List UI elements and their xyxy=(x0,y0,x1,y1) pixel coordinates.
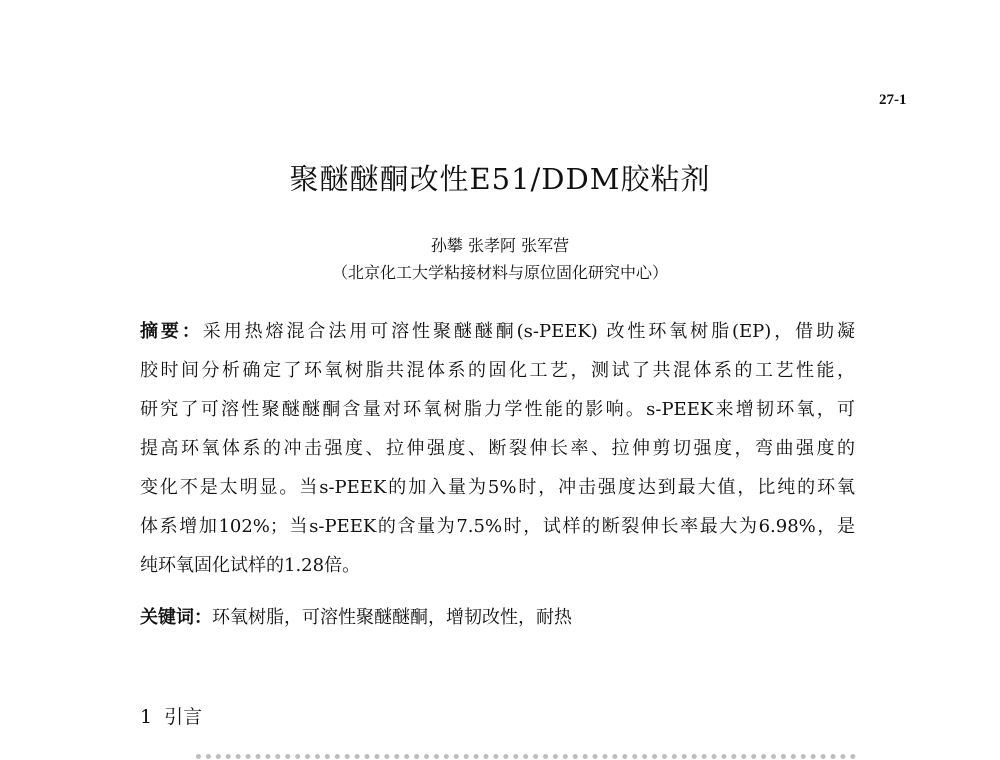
paper-title: 聚醚醚酮改性E51/DDM胶粘剂 xyxy=(289,162,711,196)
abstract-line: 纯环氧固化试样的1.28倍。 xyxy=(140,555,361,576)
abstract xyxy=(140,312,855,585)
page-number: 27-1 xyxy=(879,92,907,108)
abstract-line: 体系增加102%；当s-PEEK的含量为7.5%时，试样的断裂伸长率最大为6.98%，是 xyxy=(140,516,855,537)
abstract-line: 变化不是太明显。当s-PEEK的加入量为5%时，冲击强度达到最大值，比纯的环氧 xyxy=(140,477,855,498)
keywords xyxy=(140,603,572,629)
abstract-line-text: 采用热熔混合法用可溶性聚醚醚酮(s-PEEK) 改性环氧树脂(EP)，借助凝 xyxy=(202,321,856,342)
abstract-label: 摘要： xyxy=(140,321,203,342)
abstract-line: 提高环氧体系的冲击强度、拉伸强度、断裂伸长率、拉伸剪切强度，弯曲强度的 xyxy=(140,438,855,459)
abstract-line: 研究了可溶性聚醚醚酮含量对环氧树脂力学性能的影响。s-PEEK来增韧环氧，可 xyxy=(140,399,855,420)
section-number: 1 xyxy=(140,706,153,728)
abstract-line xyxy=(140,312,855,351)
cutoff-text-line xyxy=(196,748,856,760)
keywords-label: 关键词： xyxy=(140,607,212,628)
authors: 孙攀 张孝阿 张军营 xyxy=(430,236,570,255)
affiliation: （北京化工大学粘接材料与原位固化研究中心） xyxy=(331,263,668,282)
keywords-text: 环氧树脂，可溶性聚醚醚酮，增韧改性，耐热 xyxy=(212,607,572,628)
section-heading xyxy=(140,702,202,729)
abstract-line: 胶时间分析确定了环氧树脂共混体系的固化工艺，测试了共混体系的工艺性能， xyxy=(140,360,855,381)
section-title: 引言 xyxy=(164,706,203,728)
